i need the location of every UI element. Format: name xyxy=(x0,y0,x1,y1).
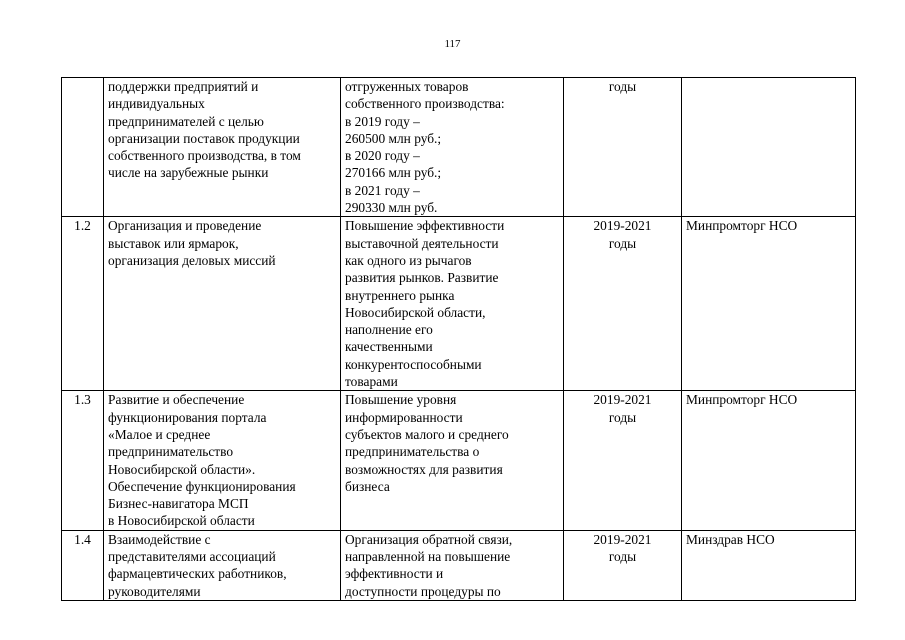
table-row xyxy=(62,391,856,530)
activity-cell xyxy=(104,530,341,600)
activity-cell-line: поддержки предприятий и xyxy=(108,79,259,94)
activity-cell-line: представителями ассоциаций xyxy=(108,549,276,565)
result-cell-line: выставочной деятельности xyxy=(345,235,499,251)
result-cell-line: бизнеса xyxy=(345,478,390,494)
result-cell-line: Организация обратной связи, xyxy=(345,531,513,547)
result-cell-line: направленной на повышение xyxy=(345,549,511,565)
result-cell-line: внутреннего рынка xyxy=(345,287,455,303)
activity-cell xyxy=(104,217,341,391)
activity-cell-line: предпринимателей с целью xyxy=(108,113,264,129)
row-number-cell: 1.3 xyxy=(62,391,104,530)
result-cell-line: собственного производства: xyxy=(345,96,505,112)
activity-cell-line: предпринимательство xyxy=(108,444,234,460)
period-cell-line: годы xyxy=(608,79,637,94)
activity-cell-line: организация деловых миссий xyxy=(108,252,276,268)
result-cell-line: в 2019 году – xyxy=(345,113,420,129)
executor-cell xyxy=(682,78,856,217)
result-cell-line: субъектов малого и среднего xyxy=(345,426,509,442)
result-cell xyxy=(341,530,564,600)
period-cell xyxy=(564,78,682,217)
result-cell-line: 290330 млн руб. xyxy=(345,200,438,216)
activity-cell-line: числе на зарубежные рынки xyxy=(108,165,269,181)
activity-cell-line: Организация и проведение xyxy=(108,218,262,234)
result-cell xyxy=(341,391,564,530)
activity-cell-line: в Новосибирской области xyxy=(108,513,255,529)
table-row xyxy=(62,530,856,600)
result-cell-line: в 2020 году – xyxy=(345,148,420,164)
row-number-cell xyxy=(62,78,104,217)
activity-cell xyxy=(104,391,341,530)
row-number-cell: 1.2 xyxy=(62,217,104,391)
result-cell-line: доступности процедуры по xyxy=(345,583,501,599)
period-cell-line: годы xyxy=(608,549,637,565)
result-cell-line: развития рынков. Развитие xyxy=(345,270,499,286)
activity-cell-line: Развитие и обеспечение xyxy=(108,392,245,408)
table-row xyxy=(62,217,856,391)
result-cell-line: информированности xyxy=(345,409,463,425)
activity-cell-line: Новосибирской области». xyxy=(108,461,256,477)
result-cell-line: отгруженных товаров xyxy=(345,79,469,94)
result-cell-line: Новосибирской области, xyxy=(345,304,486,320)
period-cell-line: годы xyxy=(608,235,637,251)
period-cell-line: 2019-2021 xyxy=(593,218,652,234)
period-cell-line: 2019-2021 xyxy=(593,531,652,547)
activity-cell-line: руководителями xyxy=(108,583,201,599)
result-cell-line: наполнение его xyxy=(345,322,433,338)
table-row xyxy=(62,78,856,217)
result-cell-line: возможностях для развития xyxy=(345,461,503,477)
activity-cell-line: индивидуальных xyxy=(108,96,205,112)
executor-cell: Минпромторг НСО xyxy=(682,217,856,391)
period-cell xyxy=(564,217,682,391)
activity-cell-line: выставок или ярмарок, xyxy=(108,235,239,251)
executor-cell: Минпромторг НСО xyxy=(682,391,856,530)
result-cell xyxy=(341,217,564,391)
activity-cell-line: Бизнес-навигатора МСП xyxy=(108,496,249,512)
activity-cell-line: собственного производства, в том xyxy=(108,148,301,164)
activity-cell-line: организации поставок продукции xyxy=(108,130,300,146)
result-cell-line: товарами xyxy=(345,374,398,390)
period-cell xyxy=(564,530,682,600)
activity-cell-line: фармацевтических работников, xyxy=(108,566,287,582)
activity-cell-line: «Малое и среднее xyxy=(108,426,211,442)
activity-cell-line: функционирования портала xyxy=(108,409,267,425)
row-number-cell: 1.4 xyxy=(62,530,104,600)
result-cell-line: эффективности и xyxy=(345,566,444,582)
plan-table xyxy=(61,77,856,601)
period-cell-line: годы xyxy=(608,409,637,425)
result-cell-line: конкурентоспособными xyxy=(345,356,482,372)
activity-cell-line: Взаимодействие с xyxy=(108,531,211,547)
result-cell-line: как одного из рычагов xyxy=(345,252,472,268)
result-cell-line: Повышение уровня xyxy=(345,392,457,408)
result-cell-line: 270166 млн руб.; xyxy=(345,165,442,181)
result-cell-line: качественными xyxy=(345,339,433,355)
result-cell-line: 260500 млн руб.; xyxy=(345,130,442,146)
activity-cell-line: Обеспечение функционирования xyxy=(108,478,296,494)
period-cell xyxy=(564,391,682,530)
result-cell-line: Повышение эффективности xyxy=(345,218,505,234)
page-number: 117 xyxy=(444,38,461,50)
period-cell-line: 2019-2021 xyxy=(593,392,652,408)
result-cell-line: в 2021 году – xyxy=(345,182,420,198)
executor-cell: Минздрав НСО xyxy=(682,530,856,600)
result-cell-line: предпринимательства о xyxy=(345,444,480,460)
activity-cell xyxy=(104,78,341,217)
result-cell xyxy=(341,78,564,217)
